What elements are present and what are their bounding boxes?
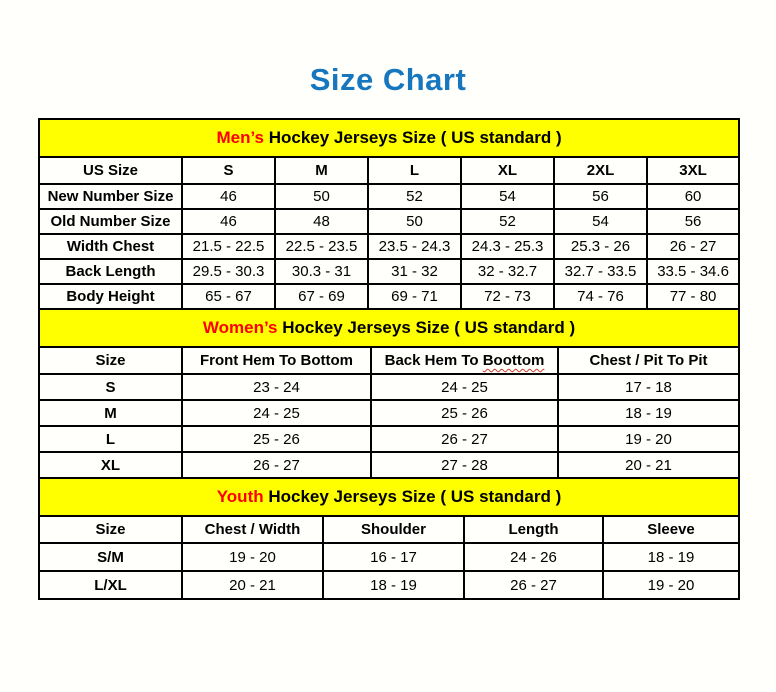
cell-value: 60 xyxy=(647,184,739,209)
cell-value: 54 xyxy=(461,184,554,209)
cell-value: 19 - 20 xyxy=(603,571,739,599)
cell-value: 67 - 69 xyxy=(275,284,368,309)
table-row xyxy=(39,400,739,426)
row-label: New Number Size xyxy=(39,184,182,209)
cell-value: 77 - 80 xyxy=(647,284,739,309)
row-label: XL xyxy=(39,452,182,478)
cell-value: 21.5 - 22.5 xyxy=(182,234,275,259)
misspelled-word: Boottom xyxy=(482,352,545,369)
row-label: M xyxy=(39,400,182,426)
table-row xyxy=(39,452,739,478)
mens-section-title-rest: Hockey Jerseys Size ( US standard ) xyxy=(264,128,562,147)
cell-value: 18 - 19 xyxy=(603,543,739,571)
cell-value: 24.3 - 25.3 xyxy=(461,234,554,259)
row-label: L/XL xyxy=(39,571,182,599)
womens-section-band xyxy=(39,309,739,347)
youth-section-title-rest: Hockey Jerseys Size ( US standard ) xyxy=(263,487,562,506)
cell-value: 24 - 25 xyxy=(182,400,371,426)
column-header: Shoulder xyxy=(323,516,464,543)
row-label: Width Chest xyxy=(39,234,182,259)
row-label: Back Length xyxy=(39,259,182,284)
cell-value: 22.5 - 23.5 xyxy=(275,234,368,259)
cell-value: 50 xyxy=(275,184,368,209)
mens-header-row xyxy=(39,157,739,184)
column-header: XL xyxy=(461,157,554,184)
cell-value: 32 - 32.7 xyxy=(461,259,554,284)
table-row xyxy=(39,234,739,259)
column-header: S xyxy=(182,157,275,184)
column-header-text: Back Hem To xyxy=(384,352,483,369)
cell-value: 52 xyxy=(461,209,554,234)
youth-size-table xyxy=(38,477,740,600)
womens-section-title-highlight: Women’s xyxy=(202,318,278,337)
youth-section-title xyxy=(39,478,739,516)
table-row xyxy=(39,284,739,309)
size-chart-tables xyxy=(38,118,738,600)
row-label: Old Number Size xyxy=(39,209,182,234)
cell-value: 20 - 21 xyxy=(558,452,739,478)
cell-value: 52 xyxy=(368,184,461,209)
row-label: S/M xyxy=(39,543,182,571)
womens-section-title-rest: Hockey Jerseys Size ( US standard ) xyxy=(277,318,576,337)
table-row xyxy=(39,184,739,209)
table-row xyxy=(39,571,739,599)
cell-value: 17 - 18 xyxy=(558,374,739,400)
column-header: Sleeve xyxy=(603,516,739,543)
cell-value: 29.5 - 30.3 xyxy=(182,259,275,284)
mens-size-table xyxy=(38,118,740,310)
column-header: Size xyxy=(39,347,182,374)
mens-section-band xyxy=(39,119,739,157)
table-row xyxy=(39,426,739,452)
column-header: Size xyxy=(39,516,182,543)
row-label: S xyxy=(39,374,182,400)
table-row xyxy=(39,209,739,234)
cell-value: 72 - 73 xyxy=(461,284,554,309)
womens-header-row xyxy=(39,347,739,374)
column-header: US Size xyxy=(39,157,182,184)
row-label: L xyxy=(39,426,182,452)
cell-value: 54 xyxy=(554,209,647,234)
cell-value: 46 xyxy=(182,209,275,234)
youth-header-row xyxy=(39,516,739,543)
cell-value: 31 - 32 xyxy=(368,259,461,284)
cell-value: 48 xyxy=(275,209,368,234)
row-label: Body Height xyxy=(39,284,182,309)
cell-value: 50 xyxy=(368,209,461,234)
youth-section-title-highlight: Youth xyxy=(216,487,264,506)
youth-section-band xyxy=(39,478,739,516)
cell-value: 19 - 20 xyxy=(558,426,739,452)
cell-value: 23 - 24 xyxy=(182,374,371,400)
cell-value: 65 - 67 xyxy=(182,284,275,309)
column-header: L xyxy=(368,157,461,184)
page-title: Size Chart xyxy=(309,62,467,97)
cell-value: 16 - 17 xyxy=(323,543,464,571)
womens-size-table xyxy=(38,308,740,479)
cell-value: 46 xyxy=(182,184,275,209)
mens-section-title-highlight: Men’s xyxy=(216,128,264,147)
cell-value: 23.5 - 24.3 xyxy=(368,234,461,259)
cell-value: 74 - 76 xyxy=(554,284,647,309)
cell-value: 30.3 - 31 xyxy=(275,259,368,284)
column-header: 3XL xyxy=(647,157,739,184)
column-header: 2XL xyxy=(554,157,647,184)
cell-value: 19 - 20 xyxy=(182,543,323,571)
cell-value: 20 - 21 xyxy=(182,571,323,599)
cell-value: 32.7 - 33.5 xyxy=(554,259,647,284)
cell-value: 69 - 71 xyxy=(368,284,461,309)
column-header: Front Hem To Bottom xyxy=(182,347,371,374)
table-row xyxy=(39,374,739,400)
table-row xyxy=(39,259,739,284)
cell-value: 26 - 27 xyxy=(464,571,603,599)
table-row xyxy=(39,543,739,571)
cell-value: 24 - 26 xyxy=(464,543,603,571)
cell-value: 18 - 19 xyxy=(323,571,464,599)
column-header xyxy=(371,347,558,374)
cell-value: 33.5 - 34.6 xyxy=(647,259,739,284)
cell-value: 56 xyxy=(554,184,647,209)
cell-value: 26 - 27 xyxy=(371,426,558,452)
cell-value: 27 - 28 xyxy=(371,452,558,478)
cell-value: 25.3 - 26 xyxy=(554,234,647,259)
column-header: Chest / Width xyxy=(182,516,323,543)
column-header: M xyxy=(275,157,368,184)
mens-section-title xyxy=(39,119,739,157)
cell-value: 24 - 25 xyxy=(371,374,558,400)
cell-value: 56 xyxy=(647,209,739,234)
womens-section-title xyxy=(39,309,739,347)
cell-value: 25 - 26 xyxy=(182,426,371,452)
column-header: Length xyxy=(464,516,603,543)
cell-value: 26 - 27 xyxy=(647,234,739,259)
column-header: Chest / Pit To Pit xyxy=(558,347,739,374)
cell-value: 25 - 26 xyxy=(371,400,558,426)
cell-value: 18 - 19 xyxy=(558,400,739,426)
cell-value: 26 - 27 xyxy=(182,452,371,478)
